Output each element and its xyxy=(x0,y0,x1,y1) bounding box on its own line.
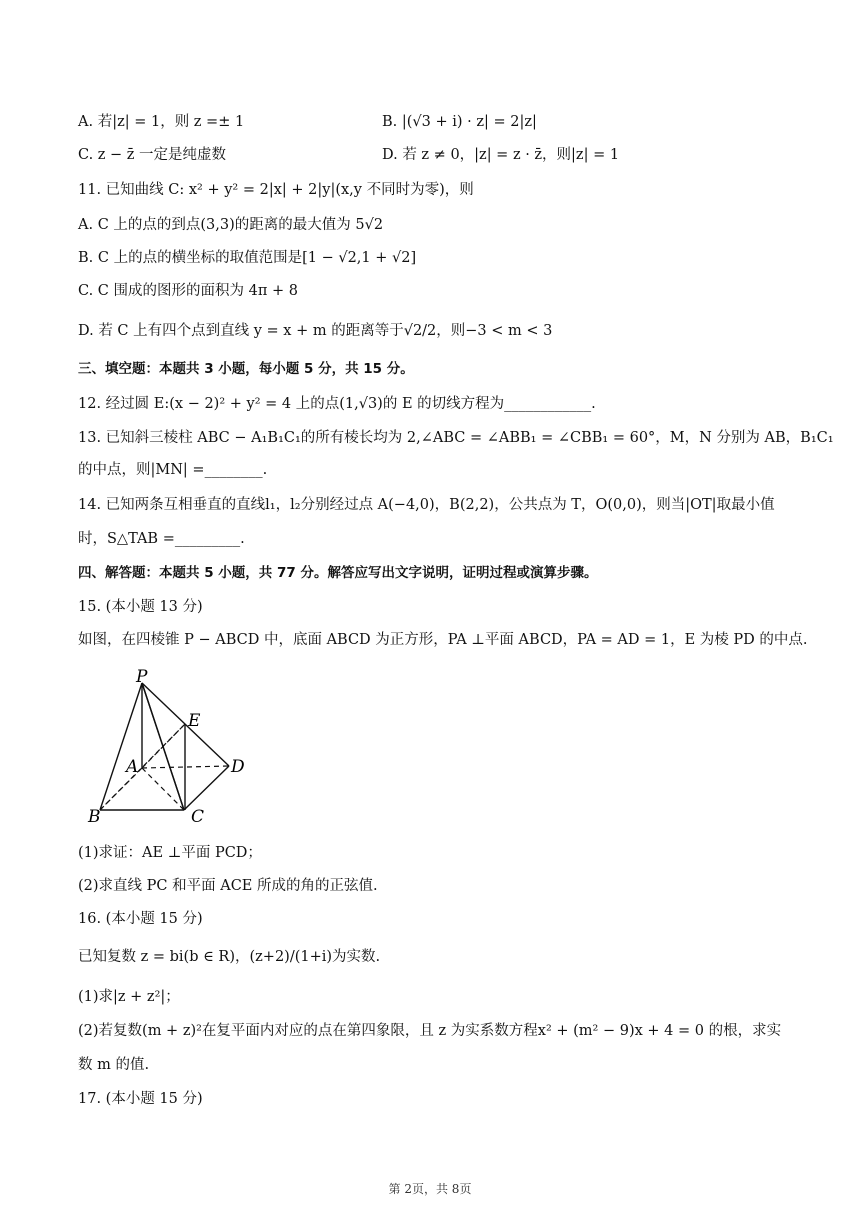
q16-part2-line2: 数 m 的值. xyxy=(78,1057,150,1073)
label-a: A xyxy=(126,757,139,777)
q16-part2-line1: (2)若复数(m + z)²在复平面内对应的点在第四象限，且 z 为实系数方程x² + (m² − 9)x + 4 = 0 的根，求实 xyxy=(78,1023,782,1039)
label-e: E xyxy=(188,711,201,731)
pyramid-figure xyxy=(84,668,254,828)
q10-option-b: B. |(√3 + i) · z| = 2|z| xyxy=(382,114,537,130)
q10-option-a: A. 若|z| = 1，则 z =± 1 xyxy=(78,114,245,130)
q16-stem: 已知复数 z = bi(b ∈ R)，(z+2)/(1+i)为实数. xyxy=(78,949,381,965)
q13-line1: 13. 已知斜三棱柱 ABC − A₁B₁C₁的所有棱长均为 2,∠ABC = ∠ABB₁ = ∠CBB₁ = 60°，M，N 分别为 AB，B₁C₁ xyxy=(78,430,834,446)
q11-option-b: B. C 上的点的横坐标的取值范围是[1 − √2,1 + √2] xyxy=(78,250,417,266)
q11-option-c: C. C 围成的图形的面积为 4π + 8 xyxy=(78,283,298,299)
q15-part2: (2)求直线 PC 和平面 ACE 所成的角的正弦值. xyxy=(78,878,378,894)
label-p: P xyxy=(136,668,148,687)
q15-part1: (1)求证：AE ⊥平面 PCD； xyxy=(78,845,262,861)
q16-part1: (1)求|z + z²|； xyxy=(78,989,180,1005)
q11-option-a: A. C 上的点的到点(3,3)的距离的最大值为 5√2 xyxy=(78,217,384,233)
q15-stem: 如图，在四棱锥 P − ABCD 中，底面 ABCD 为正方形，PA ⊥平面 ABCD，PA = AD = 1，E 为棱 PD 的中点. xyxy=(78,632,808,648)
q14-line2: 时，S△TAB =_________. xyxy=(78,531,245,547)
q17-head: 17. (本小题 15 分) xyxy=(78,1091,203,1107)
q11-option-d: D. 若 C 上有四个点到直线 y = x + m 的距离等于√2/2，则−3 < m < 3 xyxy=(78,323,553,339)
q10-option-c: C. z − z̄ 一定是纯虚数 xyxy=(78,147,227,163)
q10-option-d: D. 若 z ≠ 0，|z| = z · z̄，则|z| = 1 xyxy=(382,147,620,163)
label-b: B xyxy=(88,807,101,827)
q12: 12. 经过圆 E:(x − 2)² + y² = 4 上的点(1,√3)的 E 的切线方程为____________. xyxy=(78,396,596,412)
q11-stem: 11. 已知曲线 C: x² + y² = 2|x| + 2|y|(x,y 不同时为零)，则 xyxy=(78,182,474,198)
edge-pb xyxy=(100,683,142,810)
page-footer: 第 2页，共 8页 xyxy=(388,1182,472,1196)
label-d: D xyxy=(231,757,245,777)
q14-line1: 14. 已知两条互相垂直的直线l₁，l₂分别经过点 A(−4,0)，B(2,2)，公共点为 T，O(0,0)，则当|OT|取最小值 xyxy=(78,497,775,513)
edge-cd xyxy=(184,766,229,810)
q15-head: 15. (本小题 13 分) xyxy=(78,599,203,615)
q13-line2: 的中点，则|MN| =________. xyxy=(78,462,268,478)
section4-header: 四、解答题：本题共 5 小题，共 77 分。解答应写出文字说明，证明过程或演算步骤。 xyxy=(78,565,598,581)
q16-head: 16. (本小题 15 分) xyxy=(78,911,203,927)
label-c: C xyxy=(191,807,205,827)
section3-header: 三、填空题：本题共 3 小题，每小题 5 分，共 15 分。 xyxy=(78,361,414,377)
